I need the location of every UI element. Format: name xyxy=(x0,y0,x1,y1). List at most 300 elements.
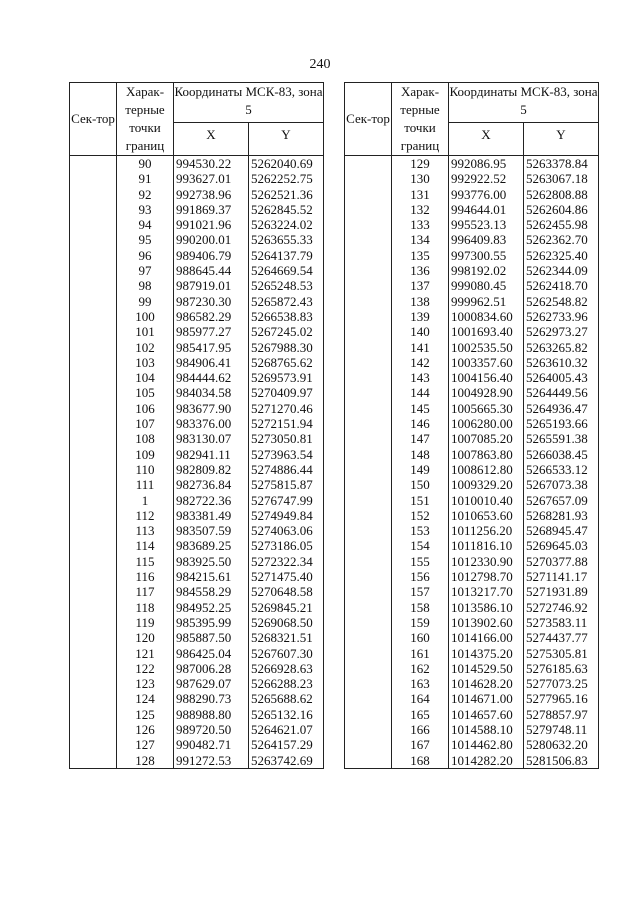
x-cell: 994644.01 xyxy=(449,202,524,217)
x-cell: 983677.90 xyxy=(174,401,249,416)
x-cell: 998192.02 xyxy=(449,263,524,278)
point-cell: 168 xyxy=(392,753,449,769)
y-cell: 5270377.88 xyxy=(524,554,599,569)
sector-cell xyxy=(345,294,392,309)
table-row xyxy=(70,217,324,232)
sector-cell xyxy=(345,477,392,492)
point-cell: 98 xyxy=(117,278,174,293)
point-cell: 95 xyxy=(117,232,174,247)
x-cell: 983689.25 xyxy=(174,538,249,553)
x-cell: 1004156.40 xyxy=(449,370,524,385)
table-row xyxy=(70,416,324,431)
y-cell: 5279748.11 xyxy=(524,722,599,737)
table-row xyxy=(345,646,599,661)
x-cell: 1014166.00 xyxy=(449,630,524,645)
x-cell: 983130.07 xyxy=(174,431,249,446)
y-cell: 5262040.69 xyxy=(249,156,324,172)
x-cell: 1013902.60 xyxy=(449,615,524,630)
point-cell: 106 xyxy=(117,401,174,416)
sector-cell xyxy=(70,416,117,431)
y-cell: 5267657.09 xyxy=(524,493,599,508)
y-cell: 5277073.25 xyxy=(524,676,599,691)
x-cell: 987919.01 xyxy=(174,278,249,293)
header-y: Y xyxy=(524,123,599,156)
sector-cell xyxy=(345,324,392,339)
table-row xyxy=(345,722,599,737)
table-row xyxy=(70,676,324,691)
table-row xyxy=(70,722,324,737)
table-row xyxy=(345,340,599,355)
x-cell: 983925.50 xyxy=(174,554,249,569)
table-row xyxy=(345,661,599,676)
sector-cell xyxy=(70,676,117,691)
point-cell: 141 xyxy=(392,340,449,355)
y-cell: 5274886.44 xyxy=(249,462,324,477)
sector-cell xyxy=(70,493,117,508)
point-cell: 121 xyxy=(117,646,174,661)
y-cell: 5273186.05 xyxy=(249,538,324,553)
point-cell: 93 xyxy=(117,202,174,217)
sector-cell xyxy=(345,263,392,278)
y-cell: 5266928.63 xyxy=(249,661,324,676)
point-cell: 140 xyxy=(392,324,449,339)
x-cell: 984444.62 xyxy=(174,370,249,385)
table-row xyxy=(345,447,599,462)
point-cell: 163 xyxy=(392,676,449,691)
sector-cell xyxy=(70,401,117,416)
x-cell: 1012330.90 xyxy=(449,554,524,569)
y-cell: 5276185.63 xyxy=(524,661,599,676)
x-cell: 999080.45 xyxy=(449,278,524,293)
point-cell: 165 xyxy=(392,707,449,722)
sector-cell xyxy=(345,187,392,202)
x-cell: 1013586.10 xyxy=(449,600,524,615)
point-cell: 96 xyxy=(117,248,174,263)
x-cell: 984952.25 xyxy=(174,600,249,615)
y-cell: 5278857.97 xyxy=(524,707,599,722)
coordinates-table-left xyxy=(69,82,324,769)
x-cell: 996409.83 xyxy=(449,232,524,247)
point-cell: 124 xyxy=(117,691,174,706)
point-cell: 102 xyxy=(117,340,174,355)
point-cell: 125 xyxy=(117,707,174,722)
header-sector: Сек-тор xyxy=(345,83,392,156)
x-cell: 988645.44 xyxy=(174,263,249,278)
y-cell: 5281506.83 xyxy=(524,753,599,769)
table-row xyxy=(70,630,324,645)
sector-cell xyxy=(70,523,117,538)
sector-cell xyxy=(70,370,117,385)
table-row xyxy=(70,737,324,752)
sector-cell xyxy=(345,431,392,446)
point-cell: 130 xyxy=(392,171,449,186)
x-cell: 1004928.90 xyxy=(449,385,524,400)
table-row xyxy=(345,171,599,186)
point-cell: 147 xyxy=(392,431,449,446)
y-cell: 5265591.38 xyxy=(524,431,599,446)
x-cell: 983381.49 xyxy=(174,508,249,523)
y-cell: 5269645.03 xyxy=(524,538,599,553)
sector-cell xyxy=(345,171,392,186)
y-cell: 5262418.70 xyxy=(524,278,599,293)
y-cell: 5262325.40 xyxy=(524,248,599,263)
table-row xyxy=(345,707,599,722)
point-cell: 91 xyxy=(117,171,174,186)
x-cell: 983507.59 xyxy=(174,523,249,538)
y-cell: 5272322.34 xyxy=(249,554,324,569)
x-cell: 1011256.20 xyxy=(449,523,524,538)
table-row xyxy=(345,737,599,752)
sector-cell xyxy=(345,309,392,324)
sector-cell xyxy=(70,646,117,661)
point-cell: 137 xyxy=(392,278,449,293)
y-cell: 5274063.06 xyxy=(249,523,324,538)
y-cell: 5263265.82 xyxy=(524,340,599,355)
y-cell: 5266538.83 xyxy=(249,309,324,324)
x-cell: 984034.58 xyxy=(174,385,249,400)
sector-cell xyxy=(345,217,392,232)
point-cell: 161 xyxy=(392,646,449,661)
point-cell: 143 xyxy=(392,370,449,385)
sector-cell xyxy=(345,753,392,769)
sector-cell xyxy=(345,156,392,172)
x-cell: 1009329.20 xyxy=(449,477,524,492)
x-cell: 1014628.20 xyxy=(449,676,524,691)
point-cell: 107 xyxy=(117,416,174,431)
x-cell: 991869.37 xyxy=(174,202,249,217)
x-cell: 985977.27 xyxy=(174,324,249,339)
table-row xyxy=(70,248,324,263)
x-cell: 986425.04 xyxy=(174,646,249,661)
sector-cell xyxy=(345,722,392,737)
y-cell: 5280632.20 xyxy=(524,737,599,752)
sector-cell xyxy=(345,661,392,676)
sector-cell xyxy=(345,737,392,752)
point-cell: 104 xyxy=(117,370,174,385)
point-cell: 117 xyxy=(117,584,174,599)
table-row xyxy=(70,600,324,615)
y-cell: 5270648.58 xyxy=(249,584,324,599)
sector-cell xyxy=(70,385,117,400)
x-cell: 982809.82 xyxy=(174,462,249,477)
point-cell: 166 xyxy=(392,722,449,737)
y-cell: 5266038.45 xyxy=(524,447,599,462)
point-cell: 110 xyxy=(117,462,174,477)
point-cell: 128 xyxy=(117,753,174,769)
sector-cell xyxy=(345,278,392,293)
point-cell: 152 xyxy=(392,508,449,523)
y-cell: 5269845.21 xyxy=(249,600,324,615)
sector-cell xyxy=(70,554,117,569)
x-cell: 988988.80 xyxy=(174,707,249,722)
x-cell: 1005665.30 xyxy=(449,401,524,416)
table-row xyxy=(345,462,599,477)
table-row xyxy=(70,278,324,293)
x-cell: 989720.50 xyxy=(174,722,249,737)
y-cell: 5271931.89 xyxy=(524,584,599,599)
x-cell: 993627.01 xyxy=(174,171,249,186)
y-cell: 5267988.30 xyxy=(249,340,324,355)
sector-cell xyxy=(345,691,392,706)
x-cell: 982722.36 xyxy=(174,493,249,508)
table-row xyxy=(70,477,324,492)
point-cell: 159 xyxy=(392,615,449,630)
point-cell: 127 xyxy=(117,737,174,752)
sector-cell xyxy=(70,355,117,370)
point-cell: 92 xyxy=(117,187,174,202)
table-row xyxy=(345,278,599,293)
point-cell: 94 xyxy=(117,217,174,232)
y-cell: 5264621.07 xyxy=(249,722,324,737)
table-row xyxy=(70,554,324,569)
y-cell: 5265688.62 xyxy=(249,691,324,706)
x-cell: 990200.01 xyxy=(174,232,249,247)
y-cell: 5265872.43 xyxy=(249,294,324,309)
sector-cell xyxy=(70,309,117,324)
table-row xyxy=(345,217,599,232)
y-cell: 5271270.46 xyxy=(249,401,324,416)
y-cell: 5262252.75 xyxy=(249,171,324,186)
table-row xyxy=(70,615,324,630)
coordinates-table-right xyxy=(344,82,599,769)
table-row xyxy=(70,156,324,172)
sector-cell xyxy=(70,691,117,706)
point-cell: 145 xyxy=(392,401,449,416)
x-cell: 983376.00 xyxy=(174,416,249,431)
y-cell: 5263224.02 xyxy=(249,217,324,232)
header-coordinates: Координаты МСК-83, зона 5 xyxy=(174,83,324,123)
sector-cell xyxy=(345,447,392,462)
point-cell: 109 xyxy=(117,447,174,462)
y-cell: 5265193.66 xyxy=(524,416,599,431)
sector-cell xyxy=(70,477,117,492)
x-cell: 1003357.60 xyxy=(449,355,524,370)
sector-cell xyxy=(70,171,117,186)
sector-cell xyxy=(70,447,117,462)
sector-cell xyxy=(70,569,117,584)
table-row xyxy=(345,401,599,416)
y-cell: 5273050.81 xyxy=(249,431,324,446)
x-cell: 988290.73 xyxy=(174,691,249,706)
page-number: 240 xyxy=(309,57,331,72)
y-cell: 5262808.88 xyxy=(524,187,599,202)
table-row xyxy=(345,477,599,492)
point-cell: 148 xyxy=(392,447,449,462)
sector-cell xyxy=(70,508,117,523)
table-row xyxy=(345,523,599,538)
point-cell: 155 xyxy=(392,554,449,569)
y-cell: 5271475.40 xyxy=(249,569,324,584)
y-cell: 5264669.54 xyxy=(249,263,324,278)
sector-cell xyxy=(345,462,392,477)
y-cell: 5270409.97 xyxy=(249,385,324,400)
sector-cell xyxy=(70,217,117,232)
point-cell: 103 xyxy=(117,355,174,370)
sector-cell xyxy=(70,187,117,202)
x-cell: 1008612.80 xyxy=(449,462,524,477)
point-cell: 154 xyxy=(392,538,449,553)
table-row xyxy=(70,538,324,553)
y-cell: 5269068.50 xyxy=(249,615,324,630)
point-cell: 133 xyxy=(392,217,449,232)
x-cell: 992738.96 xyxy=(174,187,249,202)
sector-cell xyxy=(345,646,392,661)
point-cell: 144 xyxy=(392,385,449,400)
point-cell: 134 xyxy=(392,232,449,247)
point-cell: 135 xyxy=(392,248,449,263)
y-cell: 5263067.18 xyxy=(524,171,599,186)
table-row xyxy=(345,385,599,400)
x-cell: 1014529.50 xyxy=(449,661,524,676)
sector-cell xyxy=(70,707,117,722)
table-row xyxy=(345,584,599,599)
x-cell: 1014588.10 xyxy=(449,722,524,737)
sector-cell xyxy=(345,615,392,630)
table-row xyxy=(70,523,324,538)
table-body-right xyxy=(345,156,599,769)
x-cell: 992086.95 xyxy=(449,156,524,172)
point-cell: 151 xyxy=(392,493,449,508)
sector-cell xyxy=(70,324,117,339)
y-cell: 5268945.47 xyxy=(524,523,599,538)
y-cell: 5262604.86 xyxy=(524,202,599,217)
table-body-left xyxy=(70,156,324,769)
x-cell: 984215.61 xyxy=(174,569,249,584)
table-row xyxy=(345,294,599,309)
sector-cell xyxy=(345,707,392,722)
point-cell: 122 xyxy=(117,661,174,676)
sector-cell xyxy=(345,248,392,263)
sector-cell xyxy=(70,202,117,217)
sector-cell xyxy=(70,615,117,630)
table-row xyxy=(70,355,324,370)
table-row xyxy=(70,294,324,309)
point-cell: 113 xyxy=(117,523,174,538)
y-cell: 5262344.09 xyxy=(524,263,599,278)
x-cell: 997300.55 xyxy=(449,248,524,263)
table-row xyxy=(345,309,599,324)
header-characteristic-points: Харак-терные точки границ xyxy=(392,83,449,156)
y-cell: 5262521.36 xyxy=(249,187,324,202)
point-cell: 164 xyxy=(392,691,449,706)
y-cell: 5263378.84 xyxy=(524,156,599,172)
y-cell: 5273963.54 xyxy=(249,447,324,462)
table-row xyxy=(70,340,324,355)
table-row xyxy=(70,707,324,722)
sector-cell xyxy=(345,355,392,370)
point-cell: 129 xyxy=(392,156,449,172)
point-cell: 158 xyxy=(392,600,449,615)
point-cell: 90 xyxy=(117,156,174,172)
table-row xyxy=(345,676,599,691)
sector-cell xyxy=(70,294,117,309)
table-row xyxy=(70,508,324,523)
table-row xyxy=(345,324,599,339)
table-row xyxy=(70,584,324,599)
table-row xyxy=(345,600,599,615)
sector-cell xyxy=(345,584,392,599)
sector-cell xyxy=(345,523,392,538)
table-row xyxy=(345,156,599,172)
point-cell: 1 xyxy=(117,493,174,508)
x-cell: 985417.95 xyxy=(174,340,249,355)
y-cell: 5267073.38 xyxy=(524,477,599,492)
y-cell: 5265132.16 xyxy=(249,707,324,722)
sector-cell xyxy=(345,538,392,553)
y-cell: 5262973.27 xyxy=(524,324,599,339)
table-row xyxy=(70,232,324,247)
point-cell: 167 xyxy=(392,737,449,752)
sector-cell xyxy=(345,493,392,508)
table-row xyxy=(70,493,324,508)
sector-cell xyxy=(70,232,117,247)
table-row xyxy=(345,493,599,508)
point-cell: 156 xyxy=(392,569,449,584)
x-cell: 1001693.40 xyxy=(449,324,524,339)
sector-cell xyxy=(70,753,117,769)
y-cell: 5263610.32 xyxy=(524,355,599,370)
sector-cell xyxy=(70,584,117,599)
y-cell: 5267245.02 xyxy=(249,324,324,339)
y-cell: 5266288.23 xyxy=(249,676,324,691)
y-cell: 5263655.33 xyxy=(249,232,324,247)
x-cell: 1010010.40 xyxy=(449,493,524,508)
sector-cell xyxy=(345,232,392,247)
y-cell: 5271141.17 xyxy=(524,569,599,584)
table-row xyxy=(70,661,324,676)
y-cell: 5274949.84 xyxy=(249,508,324,523)
sector-cell xyxy=(345,508,392,523)
x-cell: 1002535.50 xyxy=(449,340,524,355)
sector-cell xyxy=(70,661,117,676)
sector-cell xyxy=(345,416,392,431)
sector-cell xyxy=(70,538,117,553)
table-row xyxy=(70,370,324,385)
sector-cell xyxy=(345,370,392,385)
point-cell: 100 xyxy=(117,309,174,324)
x-cell: 1013217.70 xyxy=(449,584,524,599)
x-cell: 985887.50 xyxy=(174,630,249,645)
sector-cell xyxy=(345,385,392,400)
header-sector: Сек-тор xyxy=(70,83,117,156)
table-row xyxy=(345,538,599,553)
table-row xyxy=(70,324,324,339)
point-cell: 153 xyxy=(392,523,449,538)
y-cell: 5264005.43 xyxy=(524,370,599,385)
y-cell: 5275815.87 xyxy=(249,477,324,492)
table-row xyxy=(345,691,599,706)
sector-cell xyxy=(345,676,392,691)
sector-cell xyxy=(345,569,392,584)
table-row xyxy=(345,753,599,769)
y-cell: 5274437.77 xyxy=(524,630,599,645)
y-cell: 5269573.91 xyxy=(249,370,324,385)
y-cell: 5277965.16 xyxy=(524,691,599,706)
y-cell: 5262455.98 xyxy=(524,217,599,232)
sector-cell xyxy=(345,630,392,645)
sector-cell xyxy=(345,340,392,355)
sector-cell xyxy=(70,722,117,737)
x-cell: 987006.28 xyxy=(174,661,249,676)
x-cell: 994530.22 xyxy=(174,156,249,172)
y-cell: 5276747.99 xyxy=(249,493,324,508)
y-cell: 5268765.62 xyxy=(249,355,324,370)
point-cell: 160 xyxy=(392,630,449,645)
y-cell: 5268281.93 xyxy=(524,508,599,523)
table-row xyxy=(345,187,599,202)
point-cell: 120 xyxy=(117,630,174,645)
y-cell: 5268321.51 xyxy=(249,630,324,645)
